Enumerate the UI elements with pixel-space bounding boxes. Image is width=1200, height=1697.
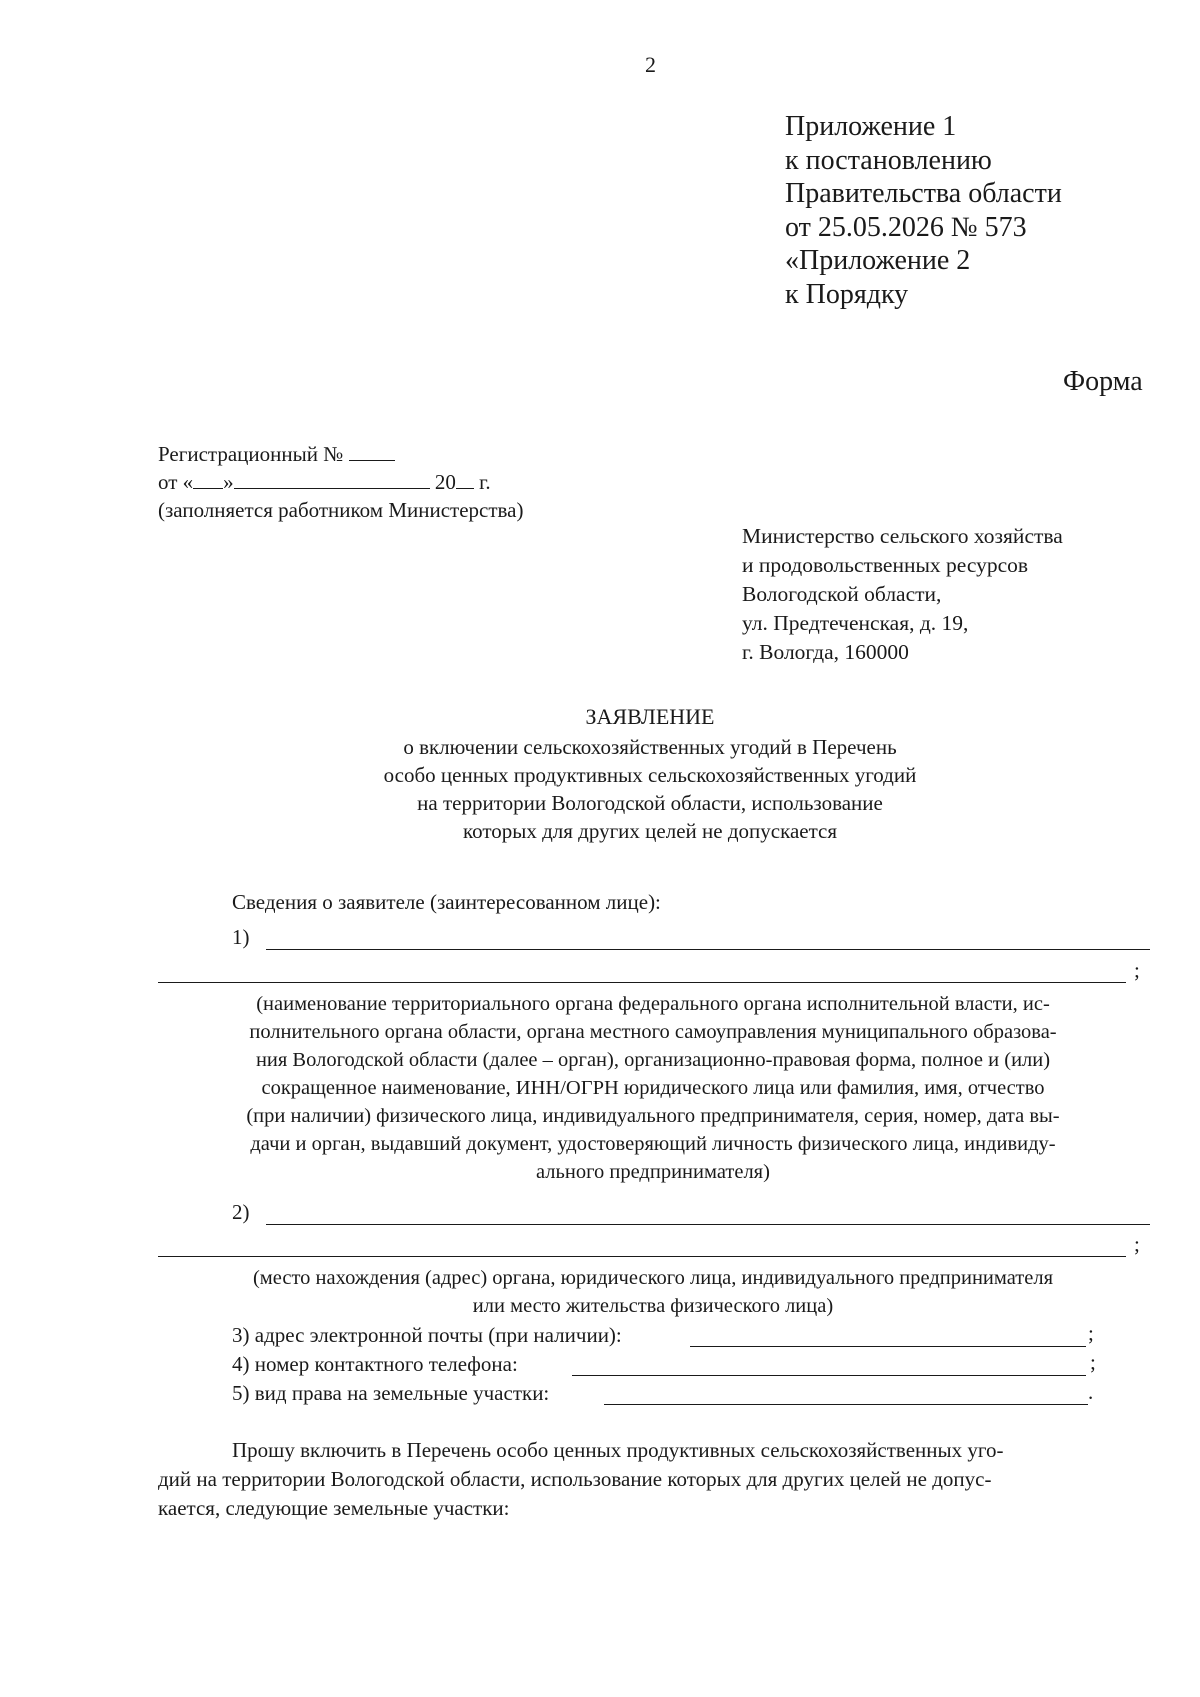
phone-input-line[interactable] [572,1375,1086,1376]
field1-input-line2[interactable] [158,982,1126,983]
field5-period: . [1088,1380,1094,1404]
registration-date-row [158,468,523,496]
field2-label: 2) [232,1200,250,1224]
appendix-line: Приложение 1 [785,111,957,142]
field2-input-line2[interactable] [158,1256,1126,1257]
field1-semicolon: ; [1134,958,1140,982]
page-number: 2 [645,52,656,77]
field1-caption [158,990,1148,1186]
year-suffix: г. [479,470,491,494]
caption-line: дачи и орган, выдавший документ, удостоверяющий личность физического лица, индивиду- [250,1133,1056,1155]
addressee-line: г. Вологда, 160000 [742,640,909,664]
caption-line: полнительного органа области, органа местного самоуправления муниципального образова- [249,1021,1057,1043]
field2-semicolon: ; [1134,1232,1140,1256]
field3-label: 3) адрес электронной почты (при наличии): [232,1323,622,1347]
form-label: Форма [1063,366,1143,397]
day-blank[interactable] [193,470,223,489]
field5-label: 5) вид права на земельные участки: [232,1381,550,1405]
addressee-block [742,522,1063,667]
caption-line: (наименование территориального органа федерального органа исполнительной власти, ис- [256,993,1050,1015]
document-title: ЗАЯВЛЕНИЕ [585,704,715,729]
appendix-line: от 25.05.2026 № 573 [785,211,1027,243]
field4-semicolon: ; [1090,1350,1096,1374]
caption-line: (при наличии) физического лица, индивидуального предпринимателя, серия, номер, дата вы- [246,1105,1060,1127]
year-blank[interactable] [456,470,474,489]
appendix-line: к постановлению [785,144,992,176]
year-prefix: 20 [434,470,456,494]
subtitle-line: на территории Вологодской области, использование [417,791,883,815]
registration-block [158,440,523,524]
field2-input-line1[interactable] [266,1224,1150,1225]
caption-line: ального предпринимателя) [536,1161,770,1183]
addressee-line: ул. Предтеченская, д. 19, [742,611,969,635]
request-line: кается, следующие земельные участки: [158,1496,510,1520]
appendix-line: Правительства области [785,178,1062,209]
addressee-line: и продовольственных ресурсов [742,553,1029,577]
caption-line: (место нахождения (адрес) органа, юридического лица, индивидуального предпринимателя [252,1267,1054,1289]
month-blank[interactable] [234,470,430,489]
request-line: Прошу включить в Перечень особо ценных продуктивных сельскохозяйственных уго- [232,1438,1004,1462]
registration-note: (заполняется работником Министерства) [158,498,524,522]
registration-number-label: Регистрационный № [158,442,344,466]
email-input-line[interactable] [690,1346,1086,1347]
date-prefix: от « [158,470,194,494]
field1-label: 1) [232,925,250,949]
applicant-header: Сведения о заявителе (заинтересованном лице): [232,890,661,914]
field3-semicolon: ; [1088,1321,1094,1345]
request-paragraph [158,1436,1128,1523]
caption-line: ния Вологодской области (далее – орган), организационно-правовая форма, полное и (или) [255,1049,1051,1071]
document-subtitle [200,733,1100,845]
field4-label: 4) номер контактного телефона: [232,1352,518,1376]
request-line: дий на территории Вологодской области, использование которых для других целей не допус- [158,1467,992,1491]
appendix-reference [785,110,1062,311]
subtitle-line: которых для других целей не допускается [462,819,838,843]
subtitle-line: особо ценных продуктивных сельскохозяйственных угодий [383,763,917,787]
subtitle-line: о включении сельскохозяйственных угодий в Перечень [403,735,897,759]
registration-number-blank[interactable] [349,442,395,461]
registration-number-row [158,440,523,468]
addressee-line: Вологодской области, [742,582,942,606]
field2-caption [158,1264,1148,1320]
caption-line: сокращенное наименование, ИНН/ОГРН юридического лица или фамилия, имя, отчество [261,1077,1045,1099]
addressee-line: Министерство сельского хозяйства [742,524,1063,548]
date-mid: » [223,470,234,494]
appendix-line: «Приложение 2 [785,245,971,276]
appendix-line: к Порядку [785,278,909,310]
land-right-input-line[interactable] [604,1404,1088,1405]
caption-line: или место жительства физического лица) [472,1295,834,1317]
field1-input-line1[interactable] [266,949,1150,950]
